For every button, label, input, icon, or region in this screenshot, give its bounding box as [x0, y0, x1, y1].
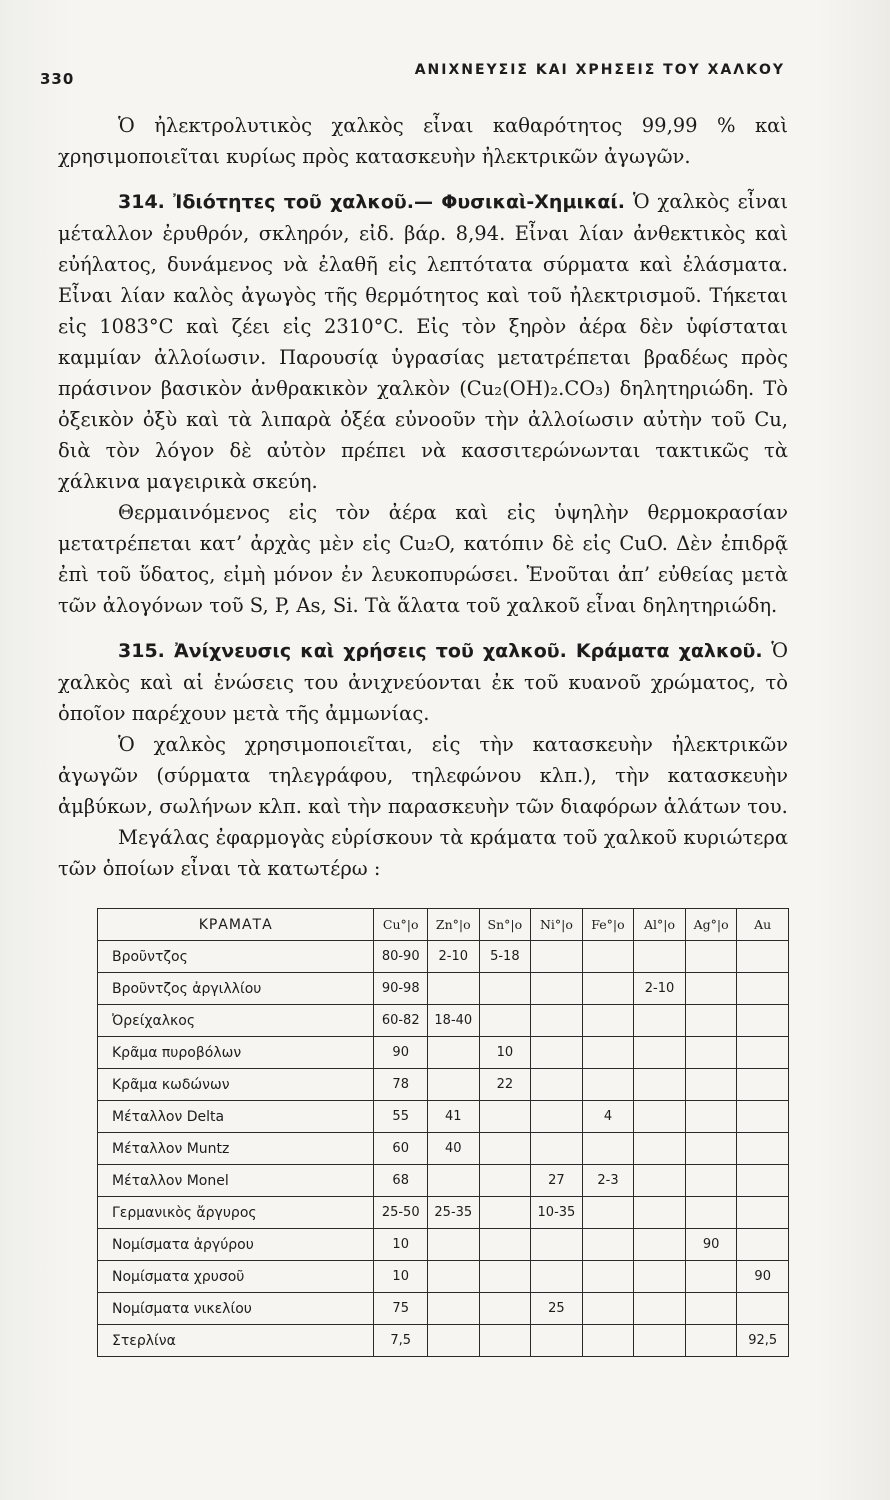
alloy-name: Γερμανικὸς ἄργυρος [98, 1197, 374, 1229]
au-value: 92,5 [737, 1325, 789, 1357]
cu-value: 90-98 [374, 973, 428, 1005]
sn-value [479, 1293, 531, 1325]
alloy-name: Στερλίνα [98, 1325, 374, 1357]
cu-value: 7,5 [374, 1325, 428, 1357]
section-315-text: Ὁ χαλκὸς καὶ αἱ ἑνώσεις του ἀνιχνεύονται ἐκ τοῦ κυανοῦ χρώματος, τὸ ὁποῖον παρέχουν μετὰ τῆς ἀμμωνίας. [58, 639, 788, 725]
zn-value: 2-10 [428, 941, 480, 973]
alloy-name: Μέταλλον Monel [98, 1165, 374, 1197]
sn-value [479, 1101, 531, 1133]
ag-value [685, 1133, 737, 1165]
cu-value: 75 [374, 1293, 428, 1325]
au-value [737, 973, 789, 1005]
alloy-name: Νομίσματα ἀργύρου [98, 1229, 374, 1261]
zn-value [428, 1037, 480, 1069]
page-number: 330 [40, 70, 75, 88]
body-text [58, 110, 788, 884]
au-value [737, 1069, 789, 1101]
table-row [98, 1293, 789, 1325]
ag-value [685, 1005, 737, 1037]
alloy-name: Ὀρείχαλκος [98, 1005, 374, 1037]
ni-value: 27 [531, 1165, 583, 1197]
al-value [634, 1037, 686, 1069]
au-value [737, 1293, 789, 1325]
header-fe: Fe°|o [582, 909, 634, 941]
fe-value [582, 1133, 634, 1165]
sn-value [479, 1229, 531, 1261]
zn-value: 40 [428, 1133, 480, 1165]
sn-value [479, 1165, 531, 1197]
au-value [737, 1101, 789, 1133]
table-row [98, 1037, 789, 1069]
paragraph-heating: Θερμαινόμενος εἰς τὸν ἀέρα καὶ εἰς ὑψηλὴν θερμοκρασίαν μετατρέπεται κατ’ ἀρχὰς μὲν εἰς Cu₂O, κατόπιν δὲ εἰς CuO. Δὲν ἐπιδρᾷ ἐπὶ τοῦ ὕδατος, εἰμὴ μόνον ἐν λευκοπυρώσει. Ἑνοῦται ἀπ’ εὐθείας μετὰ τῶν ἀλογόνων τοῦ S, P, As, Si. Τὰ ἅλατα τοῦ χαλκοῦ εἶναι δηλητηριώδη. [58, 501, 788, 617]
table-row [98, 1325, 789, 1357]
alloy-name: Κρᾶμα κωδώνων [98, 1069, 374, 1101]
table-row [98, 1261, 789, 1293]
fe-value [582, 1069, 634, 1101]
fe-value [582, 1229, 634, 1261]
table-row [98, 1005, 789, 1037]
zn-value [428, 1165, 480, 1197]
al-value [634, 1229, 686, 1261]
fe-value [582, 1005, 634, 1037]
al-value [634, 1325, 686, 1357]
zn-value [428, 1229, 480, 1261]
alloy-name: Μέταλλον Delta [98, 1101, 374, 1133]
au-value [737, 941, 789, 973]
cu-value: 60-82 [374, 1005, 428, 1037]
zn-value [428, 1293, 480, 1325]
alloy-name: Κρᾶμα πυροβόλων [98, 1037, 374, 1069]
header-zn: Zn°|o [428, 909, 480, 941]
ni-value [531, 1005, 583, 1037]
al-value [634, 1005, 686, 1037]
sn-value [479, 1325, 531, 1357]
ni-value [531, 973, 583, 1005]
ni-value: 10-35 [531, 1197, 583, 1229]
section-315-title: 315. Ἀνίχνευσις καὶ χρήσεις τοῦ χαλκοῦ. Κράματα χαλκοῦ. [118, 640, 763, 662]
al-value [634, 1069, 686, 1101]
paragraph-uses: Ὁ χαλκὸς χρησιμοποιεῖται, εἰς τὴν κατασκευὴν ἠλεκτρικῶν ἀγωγῶν (σύρματα τηλεγράφου, τηλεφώνου κλπ.), τὴν κατασκευὴν ἀμβύκων, σωλήνων κλπ. καὶ τὴν παρασκευὴν τῶν διαφόρων ἁλάτων του. [58, 733, 788, 818]
fe-value [582, 1037, 634, 1069]
ag-value [685, 1197, 737, 1229]
table-header-row [98, 909, 789, 941]
al-value: 2-10 [634, 973, 686, 1005]
cu-value: 25-50 [374, 1197, 428, 1229]
section-314-text: Ὁ χαλκὸς εἶναι μέταλλον ἐρυθρόν, σκληρόν, εἰδ. βάρ. 8,94. Εἶναι λίαν ἀνθεκτικὸς καὶ εὐήλατος, δυνάμενος νὰ ἐλαθῆ εἰς λεπτότατα σύρματα καὶ ἐλάσματα. Εἶναι λίαν καλὸς ἀγωγὸς τῆς θερμότητος καὶ τοῦ ἠλεκτρισμοῦ. Τήκεται εἰς 1083°C καὶ ζέει εἰς 2310°C. Εἰς τὸν ξηρὸν ἀέρα δὲν ὑφίσταται καμμίαν ἀλλοίωσιν. Παρουσίᾳ ὑγρασίας μετατρέπεται βραδέως πρὸς πράσινον βασικὸν ἀνθρακικὸν χαλκὸν (Cu₂(OH)₂.CO₃) δηλητηριώδη. Τὸ ὀξεικὸν ὀξὺ καὶ τὰ λιπαρὰ ὀξέα εὐνοοῦν τὴν ἀλλοίωσιν αὐτὴν τοῦ Cu, διὰ τὸν λόγον δὲ αὐτὸν πρέπει νὰ κασσιτερώνωνται τακτικῶς τὰ χάλκινα μαγειρικὰ σκεύη. [58, 190, 788, 493]
ag-value [685, 1165, 737, 1197]
header-al: Al°|o [634, 909, 686, 941]
section-315 [58, 635, 788, 729]
header-au: Au [737, 909, 789, 941]
ni-value [531, 1261, 583, 1293]
au-value [737, 1005, 789, 1037]
ag-value: 90 [685, 1229, 737, 1261]
au-value [737, 1037, 789, 1069]
alloy-name: Νομίσματα νικελίου [98, 1293, 374, 1325]
zn-value: 41 [428, 1101, 480, 1133]
cu-value: 55 [374, 1101, 428, 1133]
table-row [98, 941, 789, 973]
cu-value: 80-90 [374, 941, 428, 973]
sn-value: 22 [479, 1069, 531, 1101]
paragraph-electrolytic-copper: Ὁ ἠλεκτρολυτικὸς χαλκὸς εἶναι καθαρότητος 99,99 % καὶ χρησιμοποιεῖται κυρίως πρὸς κατασκευὴν ἠλεκτρικῶν ἀγωγῶν. [58, 114, 788, 168]
zn-value [428, 973, 480, 1005]
alloy-name: Μέταλλον Muntz [98, 1133, 374, 1165]
cu-value: 10 [374, 1261, 428, 1293]
ni-value [531, 941, 583, 973]
ag-value [685, 1069, 737, 1101]
alloy-name: Βροῦντζος ἀργιλλίου [98, 973, 374, 1005]
ni-value [531, 1325, 583, 1357]
au-value: 90 [737, 1261, 789, 1293]
fe-value: 2-3 [582, 1165, 634, 1197]
sn-value [479, 1197, 531, 1229]
alloy-name: Βροῦντζος [98, 941, 374, 973]
fe-value [582, 941, 634, 973]
sn-value [479, 1005, 531, 1037]
ag-value [685, 1261, 737, 1293]
au-value [737, 1229, 789, 1261]
fe-value [582, 1197, 634, 1229]
sn-value [479, 1133, 531, 1165]
sn-value: 5-18 [479, 941, 531, 973]
header-ag: Ag°|o [685, 909, 737, 941]
ag-value [685, 973, 737, 1005]
fe-value [582, 1261, 634, 1293]
header-ni: Ni°|o [531, 909, 583, 941]
ag-value [685, 1101, 737, 1133]
ag-value [685, 1037, 737, 1069]
table-row [98, 1101, 789, 1133]
section-314 [58, 186, 788, 497]
ni-value [531, 1037, 583, 1069]
sn-value [479, 1261, 531, 1293]
table-row [98, 1197, 789, 1229]
header-sn: Sn°|o [479, 909, 531, 941]
table-row [98, 1069, 789, 1101]
paragraph-alloys-intro: Μεγάλας ἐφαρμογὰς εὑρίσκουν τὰ κράματα τοῦ χαλκοῦ κυριώτερα τῶν ὁποίων εἶναι τὰ κατωτέρω : [58, 826, 788, 880]
cu-value: 68 [374, 1165, 428, 1197]
al-value [634, 1133, 686, 1165]
au-value [737, 1133, 789, 1165]
sn-value [479, 973, 531, 1005]
cu-value: 10 [374, 1229, 428, 1261]
table-row [98, 973, 789, 1005]
au-value [737, 1197, 789, 1229]
table-row [98, 1165, 789, 1197]
ni-value [531, 1101, 583, 1133]
cu-value: 60 [374, 1133, 428, 1165]
alloys-table [97, 908, 789, 1357]
ag-value [685, 1325, 737, 1357]
fe-value [582, 973, 634, 1005]
cu-value: 90 [374, 1037, 428, 1069]
header-alloys: ΚΡΑΜΑΤΑ [98, 909, 374, 941]
table-row [98, 1229, 789, 1261]
zn-value: 25-35 [428, 1197, 480, 1229]
fe-value [582, 1325, 634, 1357]
al-value [634, 1101, 686, 1133]
fe-value: 4 [582, 1101, 634, 1133]
ni-value: 25 [531, 1293, 583, 1325]
table-row [98, 1133, 789, 1165]
zn-value [428, 1069, 480, 1101]
section-314-title: 314. Ἰδιότητες τοῦ χαλκοῦ.— Φυσικαὶ-Χημικαί. [118, 191, 626, 213]
ag-value [685, 941, 737, 973]
cu-value: 78 [374, 1069, 428, 1101]
ni-value [531, 1229, 583, 1261]
zn-value [428, 1325, 480, 1357]
sn-value: 10 [479, 1037, 531, 1069]
zn-value [428, 1261, 480, 1293]
ag-value [685, 1293, 737, 1325]
al-value [634, 1165, 686, 1197]
header-cu: Cu°|o [374, 909, 428, 941]
al-value [634, 1197, 686, 1229]
ni-value [531, 1069, 583, 1101]
page-header [40, 62, 785, 92]
au-value [737, 1165, 789, 1197]
zn-value: 18-40 [428, 1005, 480, 1037]
ni-value [531, 1133, 583, 1165]
al-value [634, 1293, 686, 1325]
al-value [634, 941, 686, 973]
fe-value [582, 1293, 634, 1325]
running-title: ΑΝΙΧΝΕΥΣΙΣ ΚΑΙ ΧΡΗΣΕΙΣ ΤΟΥ ΧΑΛΚΟΥ [414, 62, 785, 78]
alloy-name: Νομίσματα χρυσοῦ [98, 1261, 374, 1293]
al-value [634, 1261, 686, 1293]
